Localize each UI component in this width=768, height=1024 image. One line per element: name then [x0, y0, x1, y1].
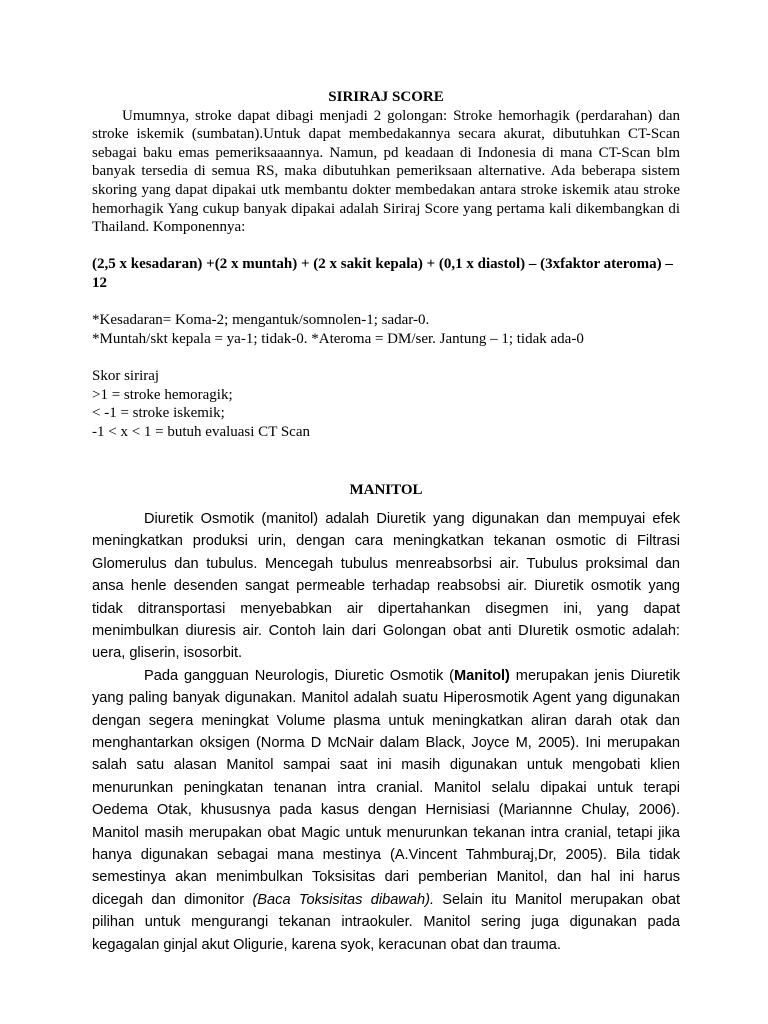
manitol-p2-text-start: Pada gangguan Neurologis, Diuretic Osmotik ( [144, 667, 454, 684]
manitol-paragraph-1: Diuretik Osmotik (manitol) adalah Diuretik yang digunakan dan mempuyai efek meningkatkan produksi urin, dengan cara meningkatkan tekanan osmotic di Filtrasi Glomerulus dan tubulus. Mencegah tubulus menreabsorbsi air. Tubulus proksimal dan ansa henle desenden sangat permeable terhadap reabsobsi air. Diuretik osmotik yang tidak ditransportasi menyebabkan air dipertahankan disegmen ini, yang dapat menimbulkan diuresis air. Contoh lain dari Golongan obat anti DIuretik osmotic adalah: uera, gliserin, isosorbit. [92, 510, 680, 662]
siriraj-section [92, 88, 680, 441]
siriraj-title: SIRIRAJ SCORE [328, 89, 444, 105]
manitol-section [92, 508, 680, 956]
siriraj-score-iskemik: < -1 = stroke iskemik; [92, 405, 225, 422]
siriraj-score-evaluasi: -1 < x < 1 = butuh evaluasi CT Scan [92, 423, 310, 440]
manitol-p2-bold: Manitol) [453, 667, 510, 684]
manitol-paragraph-2 [92, 665, 680, 956]
siriraj-note-muntah-ateroma: *Muntah/skt kepala = ya-1; tidak-0. *Ateroma = DM/ser. Jantung – 1; tidak ada-0 [92, 330, 584, 347]
manitol-title: MANITOL [349, 482, 423, 499]
manitol-p2-text-middle: merupakan jenis Diuretik yang paling banyak digunakan. Manitol adalah suatu Hiperosmotik Agent yang digunakan dengan segera meningkat Volume plasma untuk meningkatkan aliran darah otak dan menghantarkan oksigen (Norma D McNair dalam Black, Joyce M, 2005). Ini merupakan salah satu alasan Manitol sampai saat ini masih digunakan untuk mengobati klien menurunkan peningkatan tenanan intra cranial. Manitol selalu dipakai untuk terapi Oedema Otak, khususnya pada kasus dengan Hernisiasi (Mariannne Chulay, 2006). Manitol masih merupakan obat Magic untuk menurunkan tekanan intra cranial, tetapi jika hanya digunakan sebagai mana mestinya (A.Vincent Tahmburaj,Dr, 2005). Bila tidak semestinya akan menimbulkan Toksisitas dari pemberian Manitol, dan hal ini harus dicegah dan dimonitor [92, 667, 680, 908]
siriraj-formula: (2,5 x kesadaran) +(2 x muntah) + (2 x sakit kepala) + (0,1 x diastol) – (3xfaktor ateroma) – 12 [92, 256, 673, 291]
manitol-p2-text-end: Selain itu Manitol merupakan obat pilihan untuk mengurangi tekanan intraokuler. Manitol sering juga digunakan pada kegagalan ginjal akut Oligurie, karena syok, keracunan obat dan trauma. [92, 891, 681, 953]
document-page [92, 88, 680, 956]
siriraj-score-heading: Skor siriraj [92, 367, 160, 384]
manitol-p2-italic-reference: (Baca Toksisitas dibawah). [252, 891, 434, 908]
siriraj-score-hemoragik: >1 = stroke hemoragik; [92, 386, 233, 403]
siriraj-intro-paragraph: Umumnya, stroke dapat dibagi menjadi 2 golongan: Stroke hemorhagik (perdarahan) dan stroke iskemik (sumbatan).Untuk dapat membedakannya secara akurat, dibutuhkan CT-Scan sebagai baku emas pemeriksaaannya. Namun, pd keadaan di Indonesia di mana CT-Scan blm banyak tersedia di semua RS, maka dibutuhkan pemeriksaan alternative. Ada beberapa sistem skoring yang dapat dipakai utk membantu dokter membedakan antara stroke iskemik atau stroke hemorhagik Yang cukup banyak dipakai adalah Siriraj Score yang pertama kali dikembangkan di Thailand. Komponennya: [92, 107, 680, 236]
siriraj-note-kesadaran: *Kesadaran= Koma-2; mengantuk/somnolen-1; sadar-0. [92, 312, 430, 329]
